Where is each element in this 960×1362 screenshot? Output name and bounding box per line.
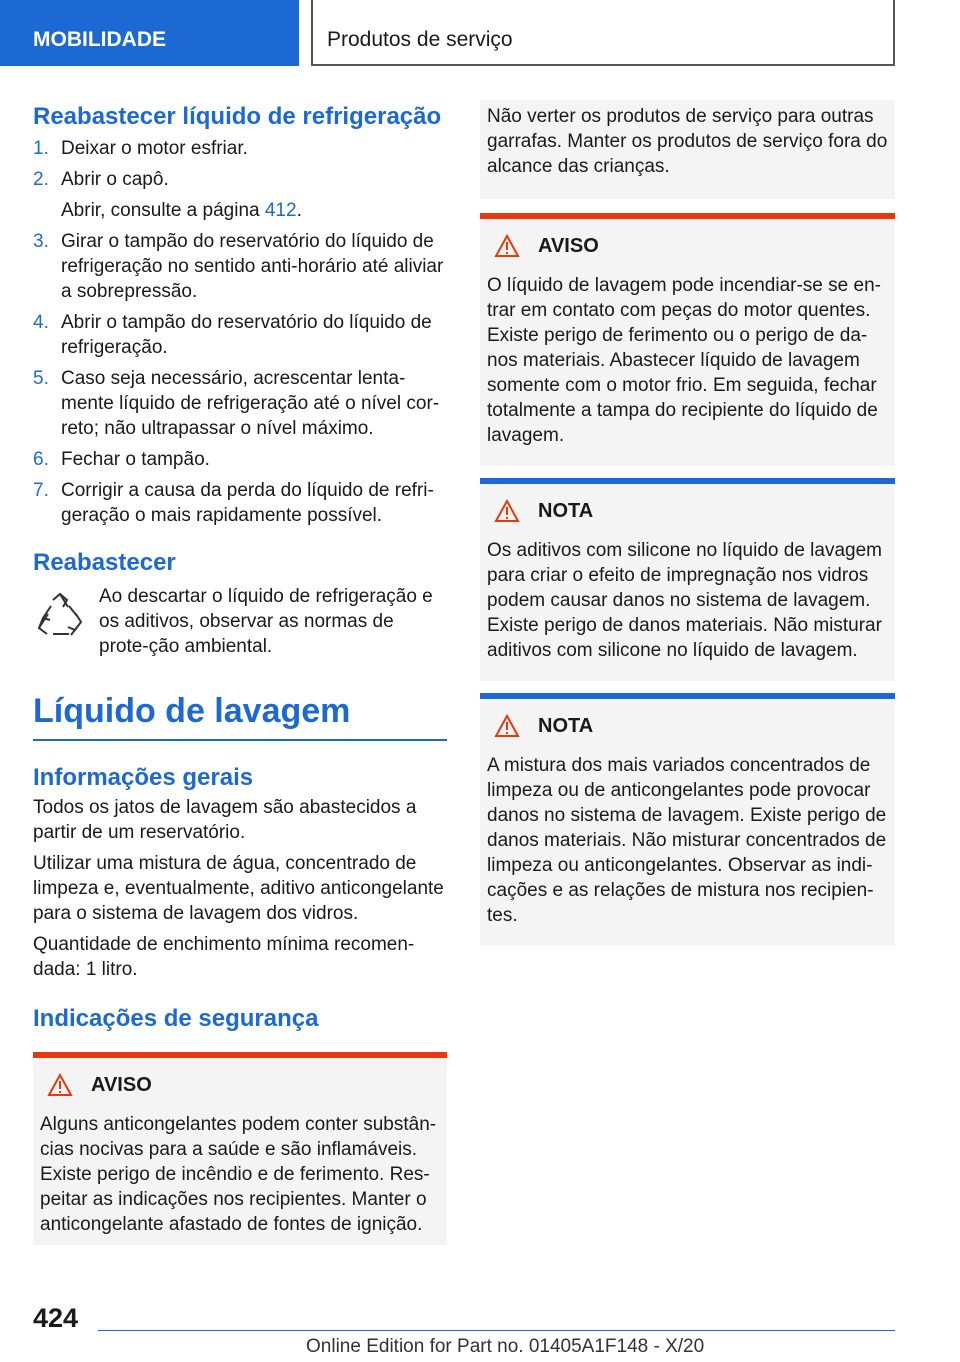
refill-heading: Reabastecer — [33, 549, 176, 576]
step-5 — [33, 366, 447, 441]
step-text: Fechar o tampão. — [61, 449, 210, 470]
step-text: Abrir o tampão do reservatório do líquido de refrigeração. — [61, 312, 432, 358]
storage-note-text: Não verter os produtos de serviço para outras garrafas. Manter os produtos de serviço fora do alcance das crianças. — [487, 106, 888, 177]
coolant-heading: Reabastecer líquido de refrigeração — [33, 103, 442, 130]
step-number: 5. — [33, 368, 49, 389]
step-number: 4. — [33, 312, 49, 333]
step-number: 6. — [33, 449, 49, 470]
warning-label: AVISO — [91, 1073, 152, 1096]
step-number: 7. — [33, 480, 49, 501]
step-7 — [33, 478, 447, 528]
storage-note-box — [480, 100, 895, 199]
footer-rule — [98, 1330, 895, 1331]
general-para-2: Utilizar uma mistura de água, concentrado de limpeza e, eventualmente, aditivo anticongelante para o sistema de lavagem dos vidros. — [33, 853, 444, 924]
left-column — [33, 100, 447, 1245]
step-number: 2. — [33, 169, 49, 190]
step-1 — [33, 136, 447, 161]
warning-text: Alguns anticongelantes podem conter substân-cias nocivas para a saúde e são inflamáveis. Existe perigo de incêndio e de ferimento. Res-peitar as indicações nos recipientes. Manter o anticongelante afastado de fontes de ignição. — [40, 1114, 437, 1235]
edition-text: Online Edition for Part no. 01405A1F148 - X/20 — [306, 1336, 705, 1357]
step-text: Caso seja necessário, acrescentar lenta-mente líquido de refrigeração até o nível cor-reto; não ultrapassar o nível máximo. — [61, 368, 440, 439]
chapter-title: Produtos de serviço — [311, 0, 895, 66]
warning-triangle-icon — [494, 714, 520, 738]
step-text: Girar o tampão do reservatório do líquido de refrigeração no sentido anti-horário até aliviar a sobrepressão. — [61, 231, 444, 302]
right-column — [480, 100, 895, 946]
step-2 — [33, 167, 447, 223]
step-4 — [33, 310, 447, 360]
heading-rule — [33, 739, 447, 741]
step-number: 1. — [33, 138, 49, 159]
general-info-heading: Informações gerais — [33, 764, 254, 791]
note-header — [487, 699, 888, 753]
step-text: Deixar o motor esfriar. — [61, 138, 248, 159]
page-header — [0, 0, 960, 66]
environment-text: Ao descartar o líquido de refrigeração e os aditivos, observar as normas de prote-ção ambiental. — [99, 586, 433, 657]
step-3 — [33, 229, 447, 304]
note-text: Os aditivos com silicone no líquido de lavagem para criar o efeito de impregnação nos vidros podem causar danos no sistema de lavagem. Existe perigo de danos materiais. Não misturar aditivos com silicone no líquido de lavagem. — [487, 540, 882, 661]
step-text: Abrir o capô. — [61, 169, 169, 190]
warning-label: AVISO — [538, 234, 599, 257]
warning-triangle-icon — [494, 499, 520, 523]
warning-header — [487, 219, 888, 273]
warning-text: O líquido de lavagem pode incendiar-se se en-trar em contato com peças do motor quentes. Existe perigo de ferimento ou o perigo de da-nos materiais. Abastecer líquido de lavagem somente com o motor frio. Em seguida, fechar totalmente a tampa do recipiente do líquido de lavagem. — [487, 275, 881, 446]
page-number: 424 — [33, 1303, 79, 1333]
general-para-1: Todos os jatos de lavagem são abastecidos a partir de um reservatório. — [33, 797, 417, 843]
coolant-steps — [33, 136, 447, 528]
note-header — [487, 484, 888, 538]
step-text: Corrigir a causa da perda do líquido de refri-geração o mais rapidamente possível. — [61, 480, 434, 526]
step-2-note: Abrir, consulte a página 412. — [61, 200, 302, 221]
warning-header — [40, 1058, 440, 1112]
warning-triangle-icon — [47, 1073, 73, 1097]
warning-box-left — [33, 1052, 447, 1245]
note-box-1 — [480, 478, 895, 681]
step-6 — [33, 447, 447, 472]
warning-box-right — [480, 213, 895, 466]
note-label: NOTA — [538, 499, 594, 522]
safety-heading: Indicações de segurança — [33, 1005, 319, 1032]
note-box-2 — [480, 693, 895, 946]
washer-heading: Líquido de lavagem — [33, 692, 351, 730]
section-tab[interactable]: MOBILIDADE — [0, 0, 299, 66]
warning-triangle-icon — [494, 234, 520, 258]
page-link[interactable]: 412 — [264, 200, 297, 221]
note-text: A mistura dos mais variados concentrados de limpeza ou de anticongelantes pode provocar danos no sistema de lavagem. Existe perigo de danos materiais. Não misturar concentrados de limpeza ou anticongelantes. Observar as indi-cações e as relações de mistura nos recipien-tes. — [487, 755, 887, 926]
note-label: NOTA — [538, 714, 594, 737]
general-para-3: Quantidade de enchimento mínima recomen-dada: 1 litro. — [33, 934, 415, 980]
environment-note — [33, 584, 447, 659]
step-number: 3. — [33, 231, 49, 252]
recycle-icon — [33, 590, 87, 644]
